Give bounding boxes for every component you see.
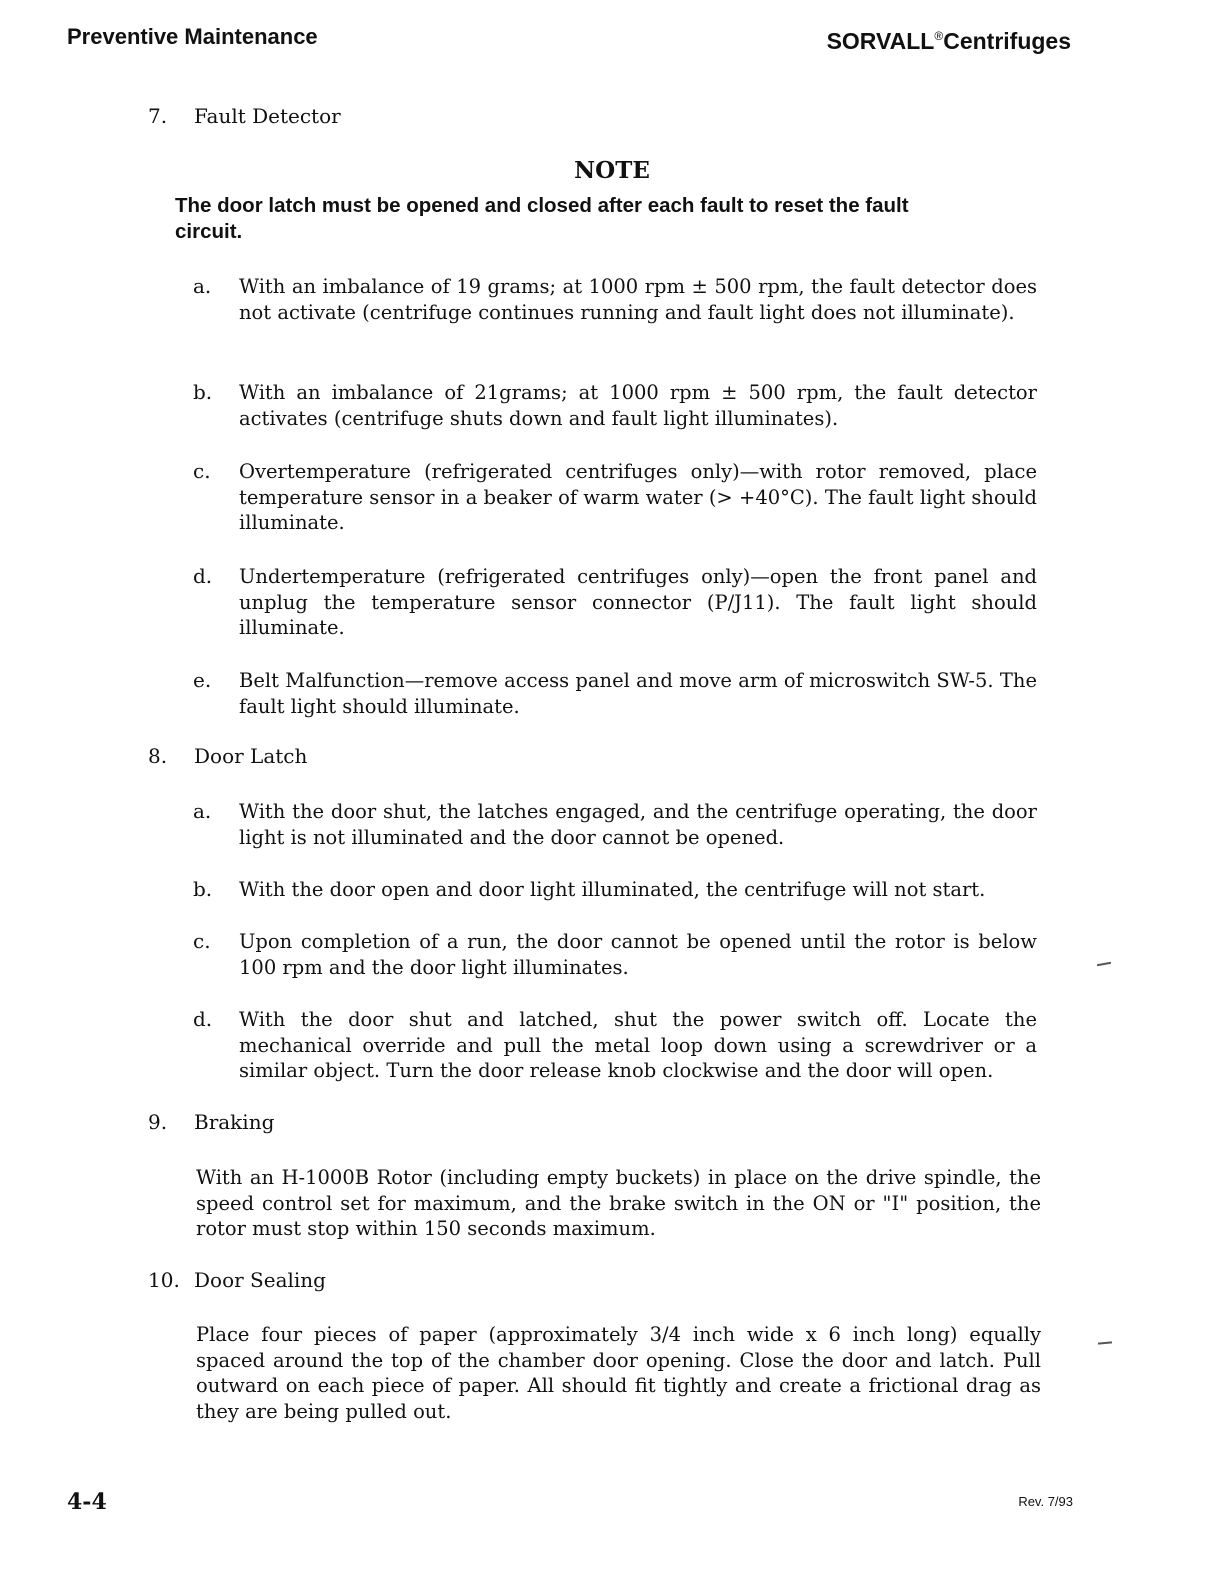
item-letter: b. xyxy=(193,380,213,404)
item-text: With an imbalance of 21grams; at 1000 rpm ± 500 rpm, the fault detector activates (centrifuge shuts down and fault light illuminates). xyxy=(239,381,1037,430)
section-number: 10. xyxy=(148,1268,180,1292)
item-text: Overtemperature (refrigerated centrifuges only)—with rotor removed, place temperature sensor in a beaker of warm water (> +40°C). The fault light should illuminate. xyxy=(239,460,1037,534)
item-letter: d. xyxy=(193,1007,213,1031)
item-letter: c. xyxy=(193,929,211,953)
braking-paragraph: With an H-1000B Rotor (including empty buckets) in place on the drive spindle, the speed control set for maximum, and the brake switch in the ON or "I" position, the rotor must stop within 150 seconds maximum. xyxy=(196,1166,1041,1240)
note-title: NOTE xyxy=(574,157,650,184)
section-title-fault-detector: Fault Detector xyxy=(194,104,341,128)
item-text: With the door shut and latched, shut the power switch off. Locate the mechanical override and pull the metal loop down using a screwdriver or a similar object. Turn the door release knob clockwise and the door will open. xyxy=(239,1008,1037,1082)
section-number: 8. xyxy=(148,744,168,768)
brand-suffix: Centrifuges xyxy=(943,28,1071,54)
item-text: With an imbalance of 19 grams; at 1000 rpm ± 500 rpm, the fault detector does not activate (centrifuge continues running and fault light does not illuminate). xyxy=(239,275,1037,324)
section-title-braking: Braking xyxy=(194,1110,275,1134)
margin-change-mark xyxy=(1097,962,1111,966)
item-text: With the door open and door light illuminated, the centrifuge will not start. xyxy=(239,878,986,901)
header-brand xyxy=(827,28,1071,55)
registered-mark: ® xyxy=(934,29,944,43)
brand-name: SORVALL xyxy=(826,28,935,54)
item-letter: b. xyxy=(193,877,213,901)
section-title-door-latch: Door Latch xyxy=(194,744,308,768)
item-text: With the door shut, the latches engaged, and the centrifuge operating, the door light is not illuminated and the door cannot be opened. xyxy=(239,800,1037,849)
item-text: Belt Malfunction—remove access panel and move arm of microswitch SW-5. The fault light should illuminate. xyxy=(239,669,1037,718)
door-sealing-paragraph: Place four pieces of paper (approximately 3/4 inch wide x 6 inch long) equally spaced around the top of the chamber door opening. Close the door and latch. Pull outward on each piece of paper. All should fit tightly and create a frictional drag as they are being pulled out. xyxy=(196,1323,1041,1423)
margin-change-mark xyxy=(1098,1341,1112,1344)
note-text: The door latch must be opened and closed after each fault to reset the fault circuit. xyxy=(175,194,909,243)
revision-label: Rev. 7/93 xyxy=(1018,1494,1073,1509)
item-text: Undertemperature (refrigerated centrifuges only)—open the front panel and unplug the temperature sensor connector (P/J11). The fault light should illuminate. xyxy=(239,565,1037,639)
section-number: 7. xyxy=(148,104,168,128)
item-letter: c. xyxy=(193,459,211,483)
page-number: 4-4 xyxy=(67,1489,107,1515)
item-letter: d. xyxy=(193,564,213,588)
header-section-title: Preventive Maintenance xyxy=(67,24,318,49)
section-number: 9. xyxy=(148,1110,168,1134)
item-letter: a. xyxy=(193,274,212,298)
item-letter: e. xyxy=(193,668,212,692)
item-text: Upon completion of a run, the door cannot be opened until the rotor is below 100 rpm and the door light illuminates. xyxy=(239,930,1037,979)
section-title-door-sealing: Door Sealing xyxy=(194,1268,326,1292)
item-letter: a. xyxy=(193,799,212,823)
